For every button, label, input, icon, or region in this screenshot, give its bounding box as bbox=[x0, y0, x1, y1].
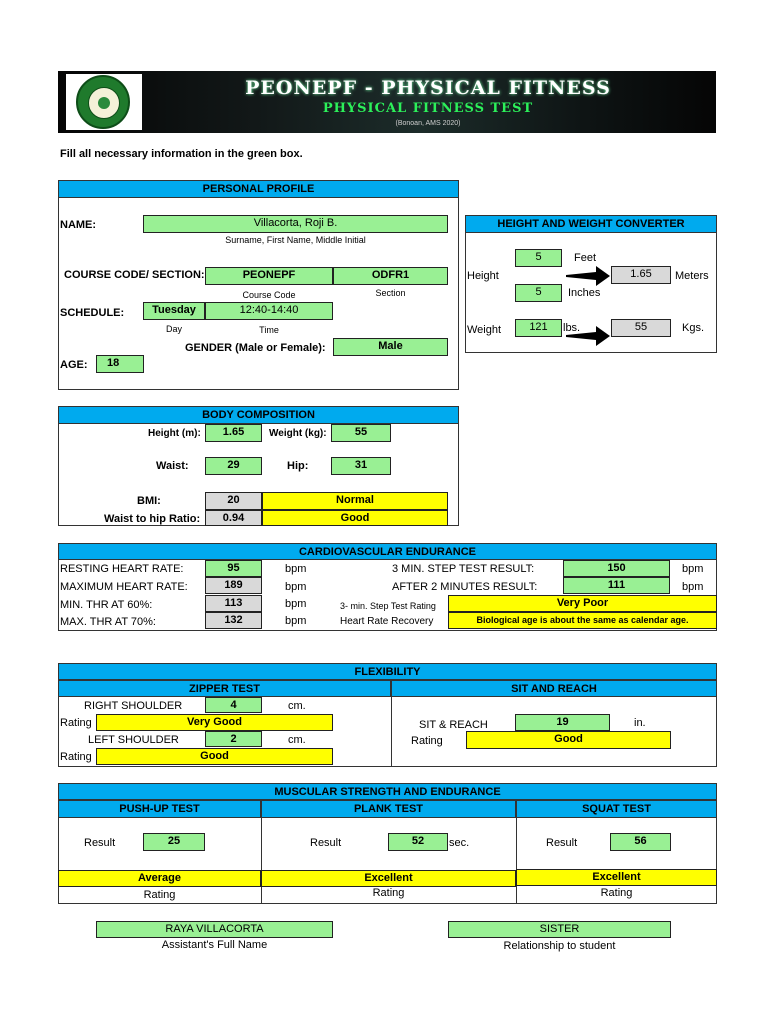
right-shoulder-label: RIGHT SHOULDER bbox=[84, 700, 183, 712]
squat-field[interactable]: 56 bbox=[610, 833, 671, 851]
after-label: AFTER 2 MINUTES RESULT: bbox=[392, 581, 538, 593]
height-label: Height bbox=[467, 270, 499, 282]
bmi-rating: Normal bbox=[262, 492, 448, 510]
rhr-unit: bpm bbox=[285, 563, 307, 575]
section-field[interactable]: ODFR1 bbox=[333, 267, 448, 285]
assistant-name-label: Assistant's Full Name bbox=[161, 939, 268, 951]
squat-rating: Excellent bbox=[516, 869, 717, 886]
meters-unit: Meters bbox=[675, 270, 709, 282]
sit-reach-rating: Good bbox=[466, 731, 671, 749]
banner bbox=[58, 71, 716, 133]
whr-label: Waist to hip Ratio: bbox=[104, 513, 201, 525]
thr70-unit: bpm bbox=[285, 615, 307, 627]
thr70-value: 132 bbox=[205, 612, 262, 629]
thr70-label: MAX. THR AT 70%: bbox=[60, 616, 156, 628]
arrow-right-icon bbox=[566, 266, 610, 286]
left-shoulder-rating: Good bbox=[96, 748, 333, 765]
name-label: NAME: bbox=[60, 219, 97, 231]
plank-unit: sec. bbox=[449, 837, 470, 849]
step-rating: Very Poor bbox=[448, 595, 717, 612]
mhr-value: 189 bbox=[205, 577, 262, 594]
pushup-header: PUSH-UP TEST bbox=[58, 800, 261, 818]
weight-label: Weight bbox=[467, 324, 502, 336]
right-rating-label: Rating bbox=[60, 717, 92, 729]
meters-field: 1.65 bbox=[611, 266, 671, 284]
relationship-field[interactable]: SISTER bbox=[448, 921, 671, 938]
banner-title: PEONEPF - PHYSICAL FITNESS bbox=[245, 77, 611, 99]
hip-label: Hip: bbox=[287, 460, 309, 472]
kgs-unit: Kgs. bbox=[682, 322, 705, 334]
plank-header: PLANK TEST bbox=[261, 800, 516, 818]
bmi-label: BMI: bbox=[137, 495, 161, 507]
arrow-right-icon bbox=[566, 326, 610, 346]
plank-field[interactable]: 52 bbox=[388, 833, 448, 851]
after-unit: bpm bbox=[682, 581, 704, 593]
instruction-text: Fill all necessary information in the green box. bbox=[60, 148, 303, 160]
course-code-field[interactable]: PEONEPF bbox=[205, 267, 333, 285]
relationship-label: Relationship to student bbox=[503, 940, 616, 952]
mhr-label: MAXIMUM HEART RATE: bbox=[60, 581, 188, 593]
sit-reach-unit: in. bbox=[634, 717, 646, 729]
gender-label: GENDER (Male or Female): bbox=[185, 342, 326, 354]
mhr-unit: bpm bbox=[285, 581, 307, 593]
zipper-test-header: ZIPPER TEST bbox=[58, 680, 391, 697]
squat-rating-label: Rating bbox=[600, 887, 633, 899]
time-field[interactable]: 12:40-14:40 bbox=[205, 302, 333, 320]
left-shoulder-field[interactable]: 2 bbox=[205, 731, 262, 747]
day-hint: Day bbox=[165, 324, 182, 334]
left-shoulder-label: LEFT SHOULDER bbox=[88, 734, 179, 746]
flexibility-header: FLEXIBILITY bbox=[58, 663, 717, 680]
thr60-value: 113 bbox=[205, 595, 262, 612]
pushup-rating-label: Rating bbox=[143, 889, 176, 901]
inches-unit: Inches bbox=[568, 287, 601, 299]
squat-header: SQUAT TEST bbox=[516, 800, 717, 818]
sit-reach-label: SIT & REACH bbox=[419, 719, 488, 731]
after-field[interactable]: 111 bbox=[563, 577, 670, 594]
sit-rating-label: Rating bbox=[411, 735, 443, 747]
name-hint: Surname, First Name, Middle Initial bbox=[225, 235, 366, 245]
squat-result-label: Result bbox=[546, 837, 578, 849]
age-label: AGE: bbox=[60, 359, 88, 371]
recovery-label: Heart Rate Recovery bbox=[340, 616, 434, 627]
converter-header: HEIGHT AND WEIGHT CONVERTER bbox=[465, 215, 717, 233]
plank-rating-label: Rating bbox=[372, 887, 405, 899]
bc-weight-field[interactable]: 55 bbox=[331, 424, 391, 442]
pushup-rating: Average bbox=[58, 870, 261, 887]
name-field[interactable]: Villacorta, Roji B. bbox=[143, 215, 448, 233]
plank-rating: Excellent bbox=[261, 870, 516, 887]
step-field[interactable]: 150 bbox=[563, 560, 670, 577]
thr60-unit: bpm bbox=[285, 598, 307, 610]
assistant-name-field[interactable]: RAYA VILLACORTA bbox=[96, 921, 333, 938]
whr-value: 0.94 bbox=[205, 510, 262, 526]
college-seal-icon bbox=[66, 74, 142, 130]
plank-result-label: Result bbox=[310, 837, 342, 849]
feet-field[interactable]: 5 bbox=[515, 249, 562, 267]
banner-subtitle: PHYSICAL FITNESS TEST bbox=[322, 101, 534, 116]
schedule-label: SCHEDULE: bbox=[60, 307, 125, 319]
time-hint: Time bbox=[259, 325, 279, 335]
inches-field[interactable]: 5 bbox=[515, 284, 562, 302]
feet-unit: Feet bbox=[574, 252, 597, 264]
left-shoulder-unit: cm. bbox=[288, 734, 306, 746]
cardio-header: CARDIOVASCULAR ENDURANCE bbox=[58, 543, 717, 560]
whr-rating: Good bbox=[262, 510, 448, 526]
sit-reach-field[interactable]: 19 bbox=[515, 714, 610, 731]
lbs-field[interactable]: 121 bbox=[515, 319, 562, 337]
lbs-unit: lbs. bbox=[563, 322, 581, 334]
step-rating-label: 3- min. Step Test Rating bbox=[340, 601, 436, 611]
pushup-field[interactable]: 25 bbox=[143, 833, 205, 851]
section-hint: Section bbox=[375, 288, 406, 298]
step-unit: bpm bbox=[682, 563, 704, 575]
kgs-field: 55 bbox=[611, 319, 671, 337]
course-label: COURSE CODE/ SECTION: bbox=[64, 269, 205, 281]
day-field[interactable]: Tuesday bbox=[143, 302, 205, 320]
banner-credit: (Bonoan, AMS 2020) bbox=[395, 120, 461, 127]
course-code-hint: Course Code bbox=[242, 290, 296, 300]
body-composition-header: BODY COMPOSITION bbox=[58, 406, 459, 424]
bc-height-field[interactable]: 1.65 bbox=[205, 424, 262, 442]
rhr-field[interactable]: 95 bbox=[205, 560, 262, 577]
right-shoulder-field[interactable]: 4 bbox=[205, 697, 262, 713]
pushup-result-label: Result bbox=[84, 837, 116, 849]
recovery-value: Biological age is about the same as calendar age. bbox=[448, 612, 717, 629]
waist-field[interactable]: 29 bbox=[205, 457, 262, 475]
flexibility-divider bbox=[391, 697, 392, 767]
sit-reach-header: SIT AND REACH bbox=[391, 680, 717, 697]
step-label: 3 MIN. STEP TEST RESULT: bbox=[392, 563, 535, 575]
bmi-value: 20 bbox=[205, 492, 262, 510]
left-rating-label: Rating bbox=[60, 751, 92, 763]
waist-label: Waist: bbox=[156, 460, 189, 472]
thr60-label: MIN. THR AT 60%: bbox=[60, 599, 153, 611]
personal-profile-header: PERSONAL PROFILE bbox=[58, 180, 459, 198]
right-shoulder-unit: cm. bbox=[288, 700, 306, 712]
hip-field[interactable]: 31 bbox=[331, 457, 391, 475]
right-shoulder-rating: Very Good bbox=[96, 714, 333, 731]
gender-field[interactable]: Male bbox=[333, 338, 448, 356]
bc-height-label: Height (m): bbox=[148, 428, 201, 439]
bc-weight-label: Weight (kg): bbox=[269, 428, 327, 439]
muscular-header: MUSCULAR STRENGTH AND ENDURANCE bbox=[58, 783, 717, 800]
rhr-label: RESTING HEART RATE: bbox=[60, 563, 184, 575]
age-field[interactable]: 18 bbox=[96, 355, 144, 373]
